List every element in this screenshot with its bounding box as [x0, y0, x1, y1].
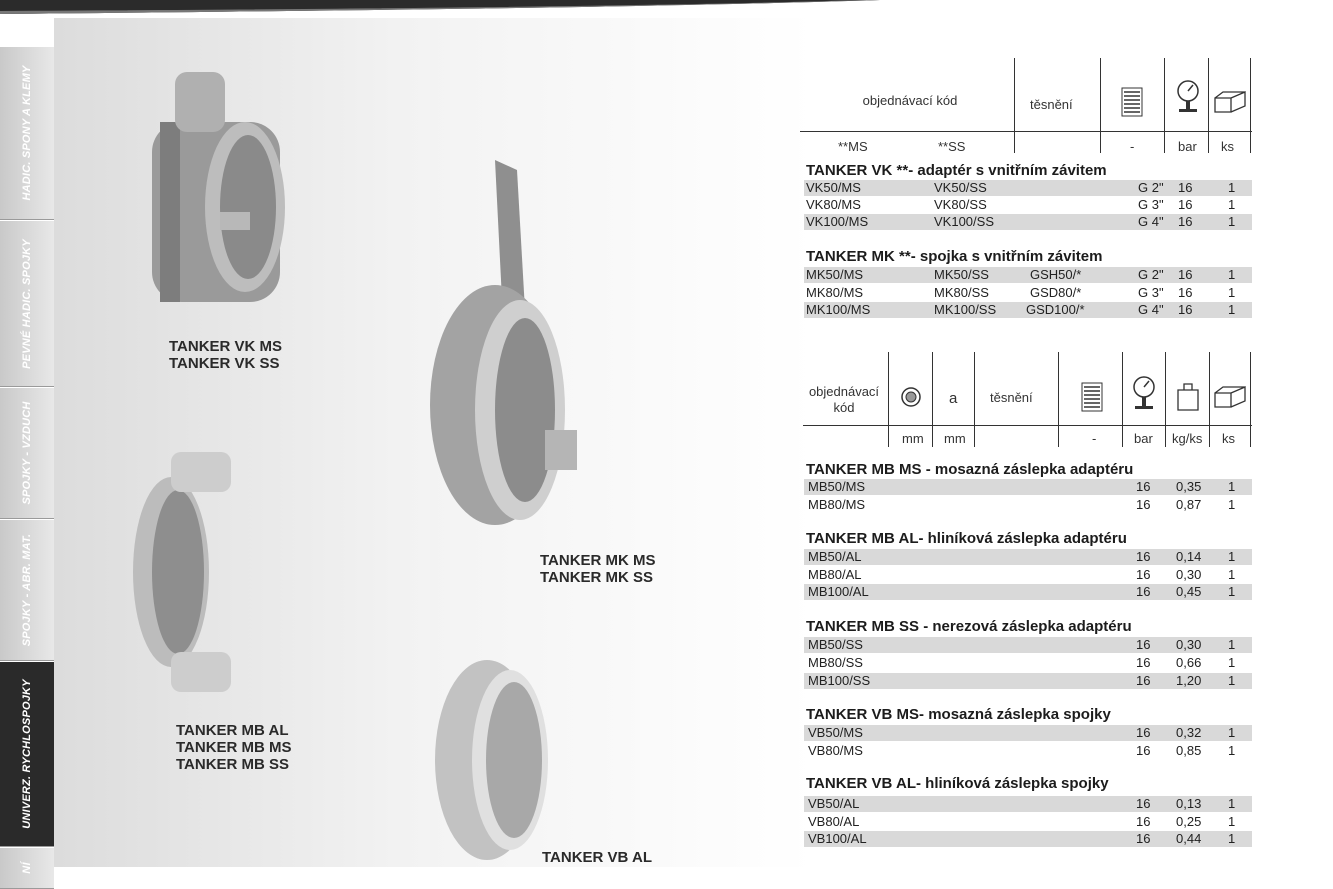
table-row: MK50/MS MK50/SS GSH50/* G 2" 16 1 [804, 267, 1252, 283]
tanker-mk-photo [425, 160, 580, 555]
table-row: MB50/AL 16 0,14 1 [804, 549, 1252, 565]
table-row: MB50/SS 16 0,30 1 [804, 637, 1252, 653]
table-row: MB50/MS 16 0,35 1 [804, 479, 1252, 495]
table1-code-header: objednávací kód [862, 93, 958, 108]
section-title: TANKER MK **- spojka s vnitřním závitem [806, 248, 1103, 265]
tab-hadic-spony[interactable]: HADIC. SPONY A KLEMY [0, 46, 54, 220]
tanker-vk-photo [150, 72, 290, 307]
section-title: TANKER MB SS - nerezová záslepka adaptéru [806, 618, 1132, 635]
section-title: TANKER VK **- adaptér s vnitřním závitem [806, 162, 1107, 179]
table-row: MB100/AL 16 0,45 1 [804, 584, 1252, 600]
pressure-gauge-icon [1131, 376, 1157, 412]
package-icon [1211, 383, 1249, 409]
diameter-icon [900, 386, 922, 408]
tanker-mb-photo [126, 452, 236, 692]
table-row: MB80/SS 16 0,66 1 [808, 655, 1236, 670]
tab-pevne-hadic-spojky[interactable]: PEVNÉ HADIC. SPOJKY [0, 220, 54, 387]
table2-code-header: objednávací kód [808, 384, 880, 415]
table-row: VK50/MS VK50/SS G 2" 16 1 [804, 180, 1252, 196]
package-icon [1211, 88, 1249, 114]
section-title: TANKER VB AL- hliníková záslepka spojky [806, 775, 1109, 792]
tab-univerz-rychlospojky[interactable]: UNIVERZ. RYCHLOSPOJKY [0, 661, 54, 847]
table-row: MB80/AL 16 0,30 1 [808, 567, 1236, 582]
tanker-vb-photo [432, 658, 552, 863]
section-title: TANKER MB AL- hliníková záslepka adaptéru [806, 530, 1127, 547]
table-row: MK100/MS MK100/SS GSD100/* G 4" 16 1 [804, 302, 1252, 318]
caption-mb: TANKER MB AL TANKER MB MS TANKER MB SS [176, 722, 292, 773]
table-row: MK80/MS MK80/SS GSD80/* G 3" 16 1 [806, 285, 1236, 300]
tab-spojky-abr-mat[interactable]: SPOJKY - ABR. MAT. [0, 519, 54, 661]
table-row: VB50/MS 16 0,32 1 [804, 725, 1252, 741]
table-row: VB80/MS 16 0,85 1 [808, 743, 1236, 758]
tab-partial[interactable]: NÍ [0, 847, 54, 889]
thread-icon [1080, 381, 1104, 413]
table-row: VK80/MS VK80/SS G 3" 16 1 [806, 197, 1236, 212]
tab-spojky-vzduch[interactable]: SPOJKY - VZDUCH [0, 387, 54, 519]
sidebar-tabs [0, 40, 54, 874]
caption-vb: TANKER VB AL [542, 849, 652, 866]
table-row: VB80/AL 16 0,25 1 [808, 814, 1236, 829]
table-row: MB80/MS 16 0,87 1 [808, 497, 1236, 512]
weight-icon [1174, 380, 1202, 412]
table-row: VB100/AL 16 0,44 1 [804, 831, 1252, 847]
table-row: VK100/MS VK100/SS G 4" 16 1 [804, 214, 1252, 230]
table1-seal-header: těsnění [1030, 97, 1073, 112]
thread-icon [1120, 86, 1144, 118]
caption-vk: TANKER VK MS TANKER VK SS [169, 338, 283, 372]
section-title: TANKER VB MS- mosazná záslepka spojky [806, 706, 1111, 723]
caption-mk: TANKER MK MS TANKER MK SS [540, 552, 656, 586]
table-row: MB100/SS 16 1,20 1 [804, 673, 1252, 689]
table2-seal-header: těsnění [990, 390, 1033, 405]
section-title: TANKER MB MS - mosazná záslepka adaptéru [806, 461, 1134, 478]
pressure-gauge-icon [1175, 80, 1201, 114]
table-row: VB50/AL 16 0,13 1 [804, 796, 1252, 812]
